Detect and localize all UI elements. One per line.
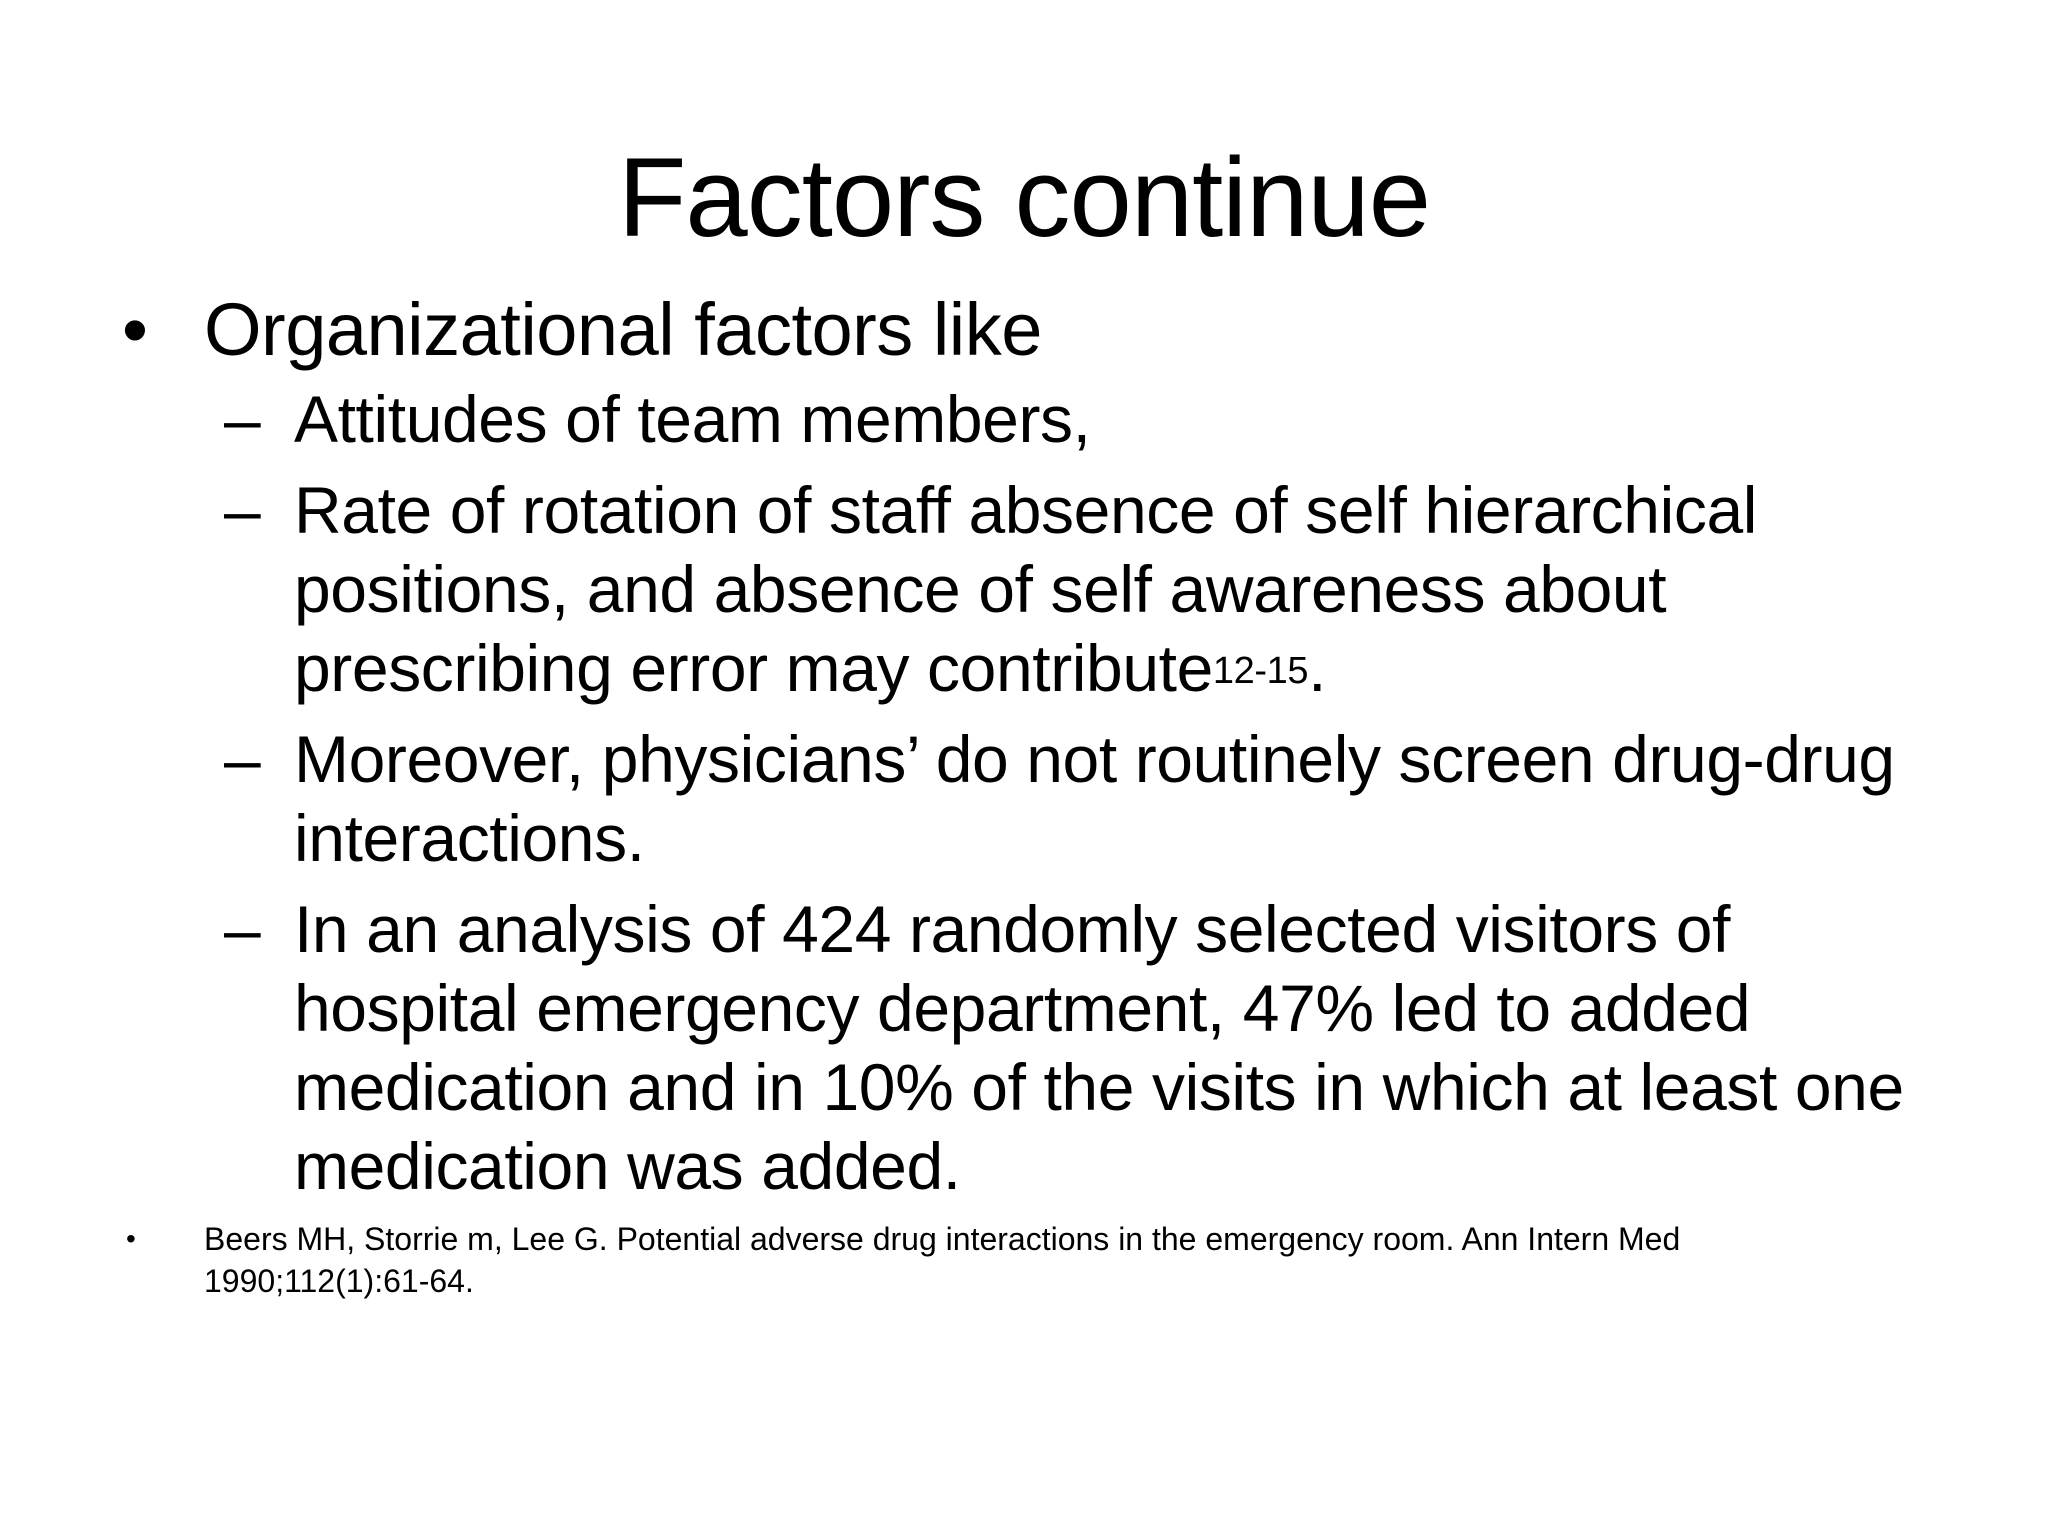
sub-point-punctuation: . [1308, 631, 1327, 705]
bullet-icon: • [126, 1223, 136, 1254]
sub-point-text: Attitudes of team members, [294, 382, 1091, 456]
reference-text: Beers MH, Storrie m, Lee G. Potential adverse drug interactions in the emergency room. Ann Intern Med 1990;112(1):61-64. [204, 1221, 1681, 1299]
main-bullet-point [0, 284, 2048, 376]
sub-point-1 [0, 380, 2048, 459]
slide-title: Factors continue [618, 135, 1430, 260]
slide-body [0, 284, 2048, 1302]
sub-point-2 [0, 471, 2048, 708]
sub-point-text: Rate of rotation of staff absence of self hierarchical positions, and absence of self awareness about prescribing error may contribute [294, 473, 1758, 705]
sub-point-3 [0, 720, 2048, 878]
sub-point-text: In an analysis of 424 randomly selected visitors of hospital emergency department, 47% led to added medication and in 10% of the visits in which at least one medication was added. [294, 892, 1904, 1203]
dash-icon: – [224, 473, 261, 547]
dash-icon: – [224, 892, 261, 966]
main-point-text: Organizational factors like [204, 288, 1042, 371]
bullet-icon: • [122, 288, 148, 371]
citation-superscript: 12-15 [1212, 650, 1309, 692]
reference-citation [0, 1218, 2048, 1302]
sub-point-4 [0, 890, 2048, 1206]
dash-icon: – [224, 382, 261, 456]
sub-point-text: Moreover, physicians’ do not routinely screen drug-drug interactions. [294, 722, 1895, 875]
dash-icon: – [224, 722, 261, 796]
